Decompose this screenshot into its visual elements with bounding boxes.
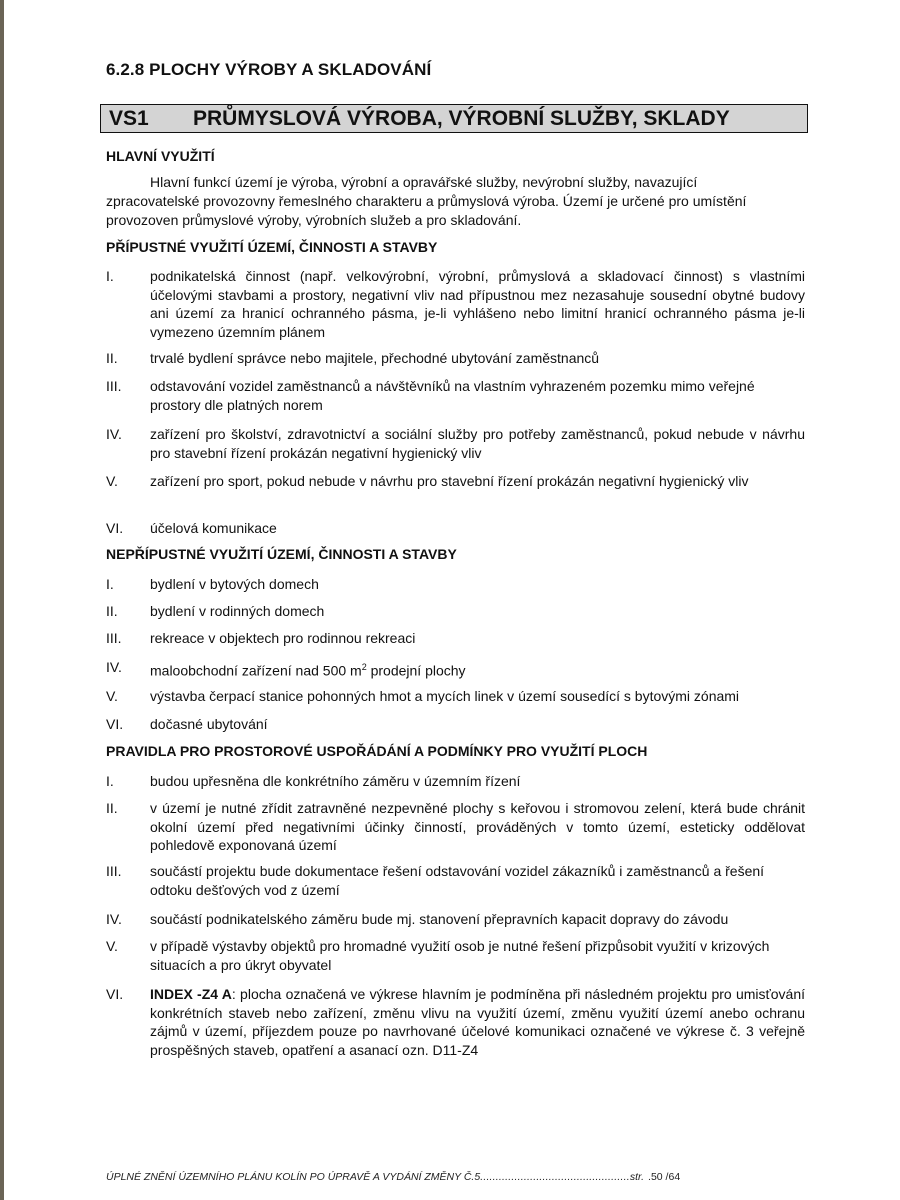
item-text: v případě výstavby objektů pro hromadné využití osob je nutné řešení přizpůsobit využití v krizových situacích a pro úkryt obyvatel: [150, 938, 770, 973]
zone-title: PRŮMYSLOVÁ VÝROBA, VÝROBNÍ SLUŽBY, SKLADY: [193, 107, 730, 130]
item-text: v území je nutné zřídit zatravněné nezpevněné plochy s keřovou i stromovou zelení, která bude chránit okolní území před negativními účinky činností, prováděných v tomto území, esteticky oddělovat pohledově exponovaná území: [150, 800, 805, 853]
item-text: výstavba čerpací stanice pohonných hmot a mycích linek v území sousedící s bytovými zónami: [150, 688, 740, 704]
item-text: trvalé bydlení správce nebo majitele, přechodné ubytování zaměstnanců: [150, 350, 600, 366]
item-number: II.: [106, 800, 118, 816]
item-number: I.: [106, 268, 114, 284]
permitted-heading: PŘÍPUSTNÉ VYUŽITÍ ÚZEMÍ, ČINNOSTI A STAVBY: [106, 239, 438, 255]
item-text: bydlení v rodinných domech: [150, 603, 325, 619]
item-text: podnikatelská činnost (např. velkovýrobní, výrobní, průmyslová a skladovací činnost) s vlastními účelovými stavbami a prostory, negativní vliv nad přípustnou mez nezasahuje sousední obytné budovy ani území za hranicí ochranného pásma, je-li vyhlášeno nebo limitní hranicí ochranného pásma je-li vymezeno územním plánem: [150, 268, 805, 340]
item-text: zařízení pro sport, pokud nebude v návrhu pro stavební řízení prokázán negativní hygienický vliv: [150, 473, 749, 489]
item-number: VI.: [106, 520, 124, 536]
forbidden-heading: NEPŘÍPUSTNÉ VYUŽITÍ ÚZEMÍ, ČINNOSTI A STAVBY: [106, 546, 457, 562]
item-number: IV.: [106, 911, 122, 927]
page-number: .50 /64: [648, 1171, 681, 1183]
item-number: VI.: [106, 986, 124, 1002]
main-use-heading: HLAVNÍ VYUŽITÍ: [106, 148, 215, 164]
item-text: odstavování vozidel zaměstnanců a návštěvníků na vlastním vyhrazeném pozemku mimo veřejné prostory dle platných norem: [150, 378, 755, 413]
footer-dots: ................................................: [480, 1171, 630, 1183]
zone-code: VS1: [109, 107, 149, 130]
page-footer: [106, 1171, 806, 1183]
item-number: VI.: [106, 716, 124, 732]
item-text: zařízení pro školství, zdravotnictví a sociální služby pro potřeby zaměstnanců, pokud nebude v návrhu pro stavební řízení prokázán negativní hygienický vliv: [150, 426, 805, 461]
item-number: IV.: [106, 426, 122, 442]
footer-str: str.: [629, 1171, 645, 1183]
item-text: [150, 658, 805, 680]
main-use-text: Hlavní funkcí území je výroba, výrobní a opravářské služby, nevýrobní služby, navazující zpracovatelské provozovny řemeslného charakteru a průmyslová výroba. Území je určené pro umístění provozoven průmyslové výroby, výrobních služeb a pro skladování.: [106, 174, 747, 228]
item-number: II.: [106, 603, 118, 619]
index-label: INDEX -Z4 A: [150, 986, 232, 1002]
zone-title-box: [100, 104, 808, 133]
item-text: rekreace v objektech pro rodinnou rekreaci: [150, 630, 416, 646]
item-number: I.: [106, 576, 114, 592]
superscript: 2: [361, 662, 367, 672]
item-text: budou upřesněna dle konkrétního záměru v územním řízení: [150, 773, 521, 789]
item-text: [150, 985, 805, 1059]
item-number: V.: [106, 473, 118, 489]
page-left-edge: [0, 0, 4, 1200]
item-text-part: maloobchodní zařízení nad 500 m: [150, 662, 362, 679]
rules-heading: PRAVIDLA PRO PROSTOROVÉ USPOŘÁDÁNÍ A PODMÍNKY PRO VYUŽITÍ PLOCH: [106, 743, 648, 759]
item-number: III.: [106, 630, 122, 646]
item-number: III.: [106, 863, 122, 879]
item-text: dočasné ubytování: [150, 716, 268, 732]
item-number: V.: [106, 938, 118, 954]
item-number: IV.: [106, 659, 122, 675]
item-text-part: prodejní plochy: [366, 662, 466, 679]
item-number: II.: [106, 350, 118, 366]
section-heading: 6.2.8 PLOCHY VÝROBY A SKLADOVÁNÍ: [106, 60, 432, 79]
item-number: V.: [106, 688, 118, 704]
footer-title: ÚPLNÉ ZNĚNÍ ÚZEMNÍHO PLÁNU KOLÍN PO ÚPRAVĚ A VYDÁNÍ ZMĚNY Č.5: [106, 1171, 481, 1183]
item-text: bydlení v bytových domech: [150, 576, 319, 592]
item-text: součástí projektu bude dokumentace řešení odstavování vozidel zákazníků i zaměstnanců a řešení odtoku dešťových vod z území: [150, 863, 765, 898]
item-text: účelová komunikace: [150, 520, 277, 536]
item-number: I.: [106, 773, 114, 789]
item-number: III.: [106, 378, 122, 394]
item-text: součástí podnikatelského záměru bude mj. stanovení přepravních kapacit dopravy do závodu: [150, 911, 729, 927]
item-text-part: : plocha označená ve výkrese hlavním je podmíněna při následném projektu pro umisťování konkrétních staveb nebo zařízení, změnu vlivu na využití území, změnu využití území anebo ochranu zájmů v území, příjezdem pouze po navrhované účelové komunikaci označené ve výkrese č. 3 veřejně prospěšných staveb, opatření a asanací ozn. D11-Z4: [150, 986, 806, 1058]
